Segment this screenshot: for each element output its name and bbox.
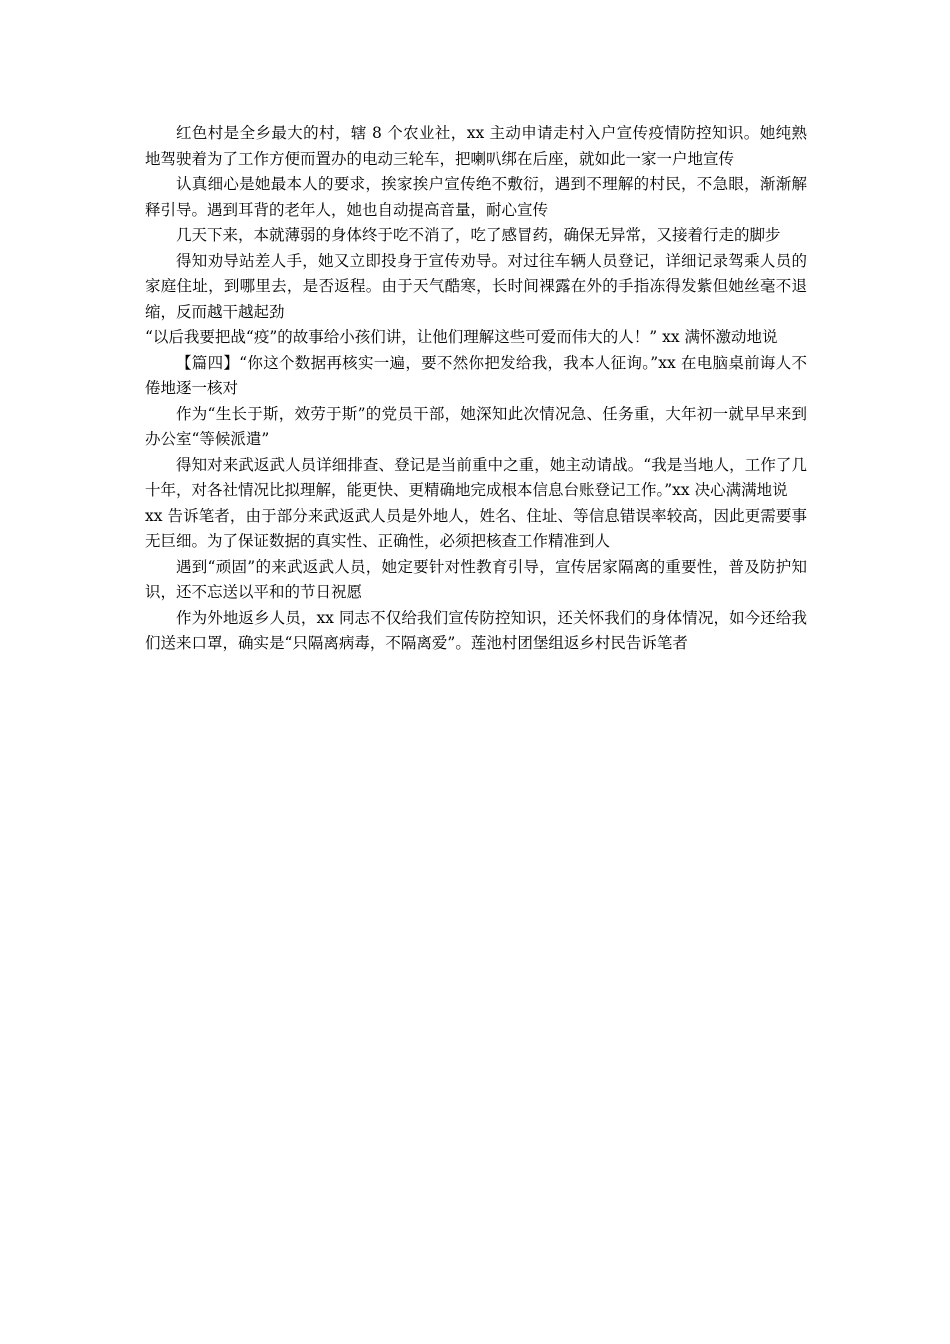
paragraph-5: “以后我要把战“疫”的故事给小孩们讲，让他们理解这些可爱而伟大的人！” xx 满怀激动地说: [145, 328, 778, 346]
document-body: [145, 121, 807, 657]
paragraph-8: 得知对来武返武人员详细排查、登记是当前重中之重，她主动请战。“我是当地人，工作了几十年，对各社情况比拟理解，能更快、更精确地完成根本信息台账登记工作。”xx 决心满满地说: [145, 455, 807, 499]
paragraph-7: 作为“生长于斯，效劳于斯”的党员干部，她深知此次情况急、任务重，大年初一就早早来到办公室“等候派遣”: [145, 404, 807, 448]
paragraph-4: 得知劝导站差人手，她又立即投身于宣传劝导。对过往车辆人员登记，详细记录驾乘人员的家庭住址，到哪里去，是否返程。由于天气酷寒，长时间裸露在外的手指冻得发紫但她丝毫不退缩，反而越干越起劲: [145, 251, 807, 321]
paragraph-10: 遇到“顽固”的来武返武人员，她定要针对性教育引导，宣传居家隔离的重要性，普及防护知识，还不忘送以平和的节日祝愿: [145, 557, 807, 601]
paragraph-1: 红色村是全乡最大的村，辖 8 个农业社，xx 主动申请走村入户宣传疫情防控知识。她纯熟地驾驶着为了工作方便而置办的电动三轮车，把喇叭绑在后座，就如此一家一户地宣传: [145, 124, 807, 168]
paragraph-6: 【篇四】“你这个数据再核实一遍，要不然你把发给我，我本人征询。”xx 在电脑桌前诲人不倦地逐一核对: [145, 353, 807, 397]
paragraph-11: 作为外地返乡人员，xx 同志不仅给我们宣传防控知识，还关怀我们的身体情况，如今还给我们送来口罩，确实是“只隔离病毒，不隔离爱”。莲池村团堡组返乡村民告诉笔者: [145, 608, 807, 652]
paragraph-3: 几天下来，本就薄弱的身体终于吃不消了，吃了感冒药，确保无异常，又接着行走的脚步: [176, 226, 781, 244]
paragraph-2: 认真细心是她最本人的要求，挨家挨户宣传绝不敷衍，遇到不理解的村民，不急眼，渐渐解释引导。遇到耳背的老年人，她也自动提高音量，耐心宣传: [145, 175, 807, 219]
paragraph-9: xx 告诉笔者，由于部分来武返武人员是外地人，姓名、住址、等信息错误率较高，因此更需要事无巨细。为了保证数据的真实性、正确性，必须把核查工作精准到人: [145, 506, 807, 550]
